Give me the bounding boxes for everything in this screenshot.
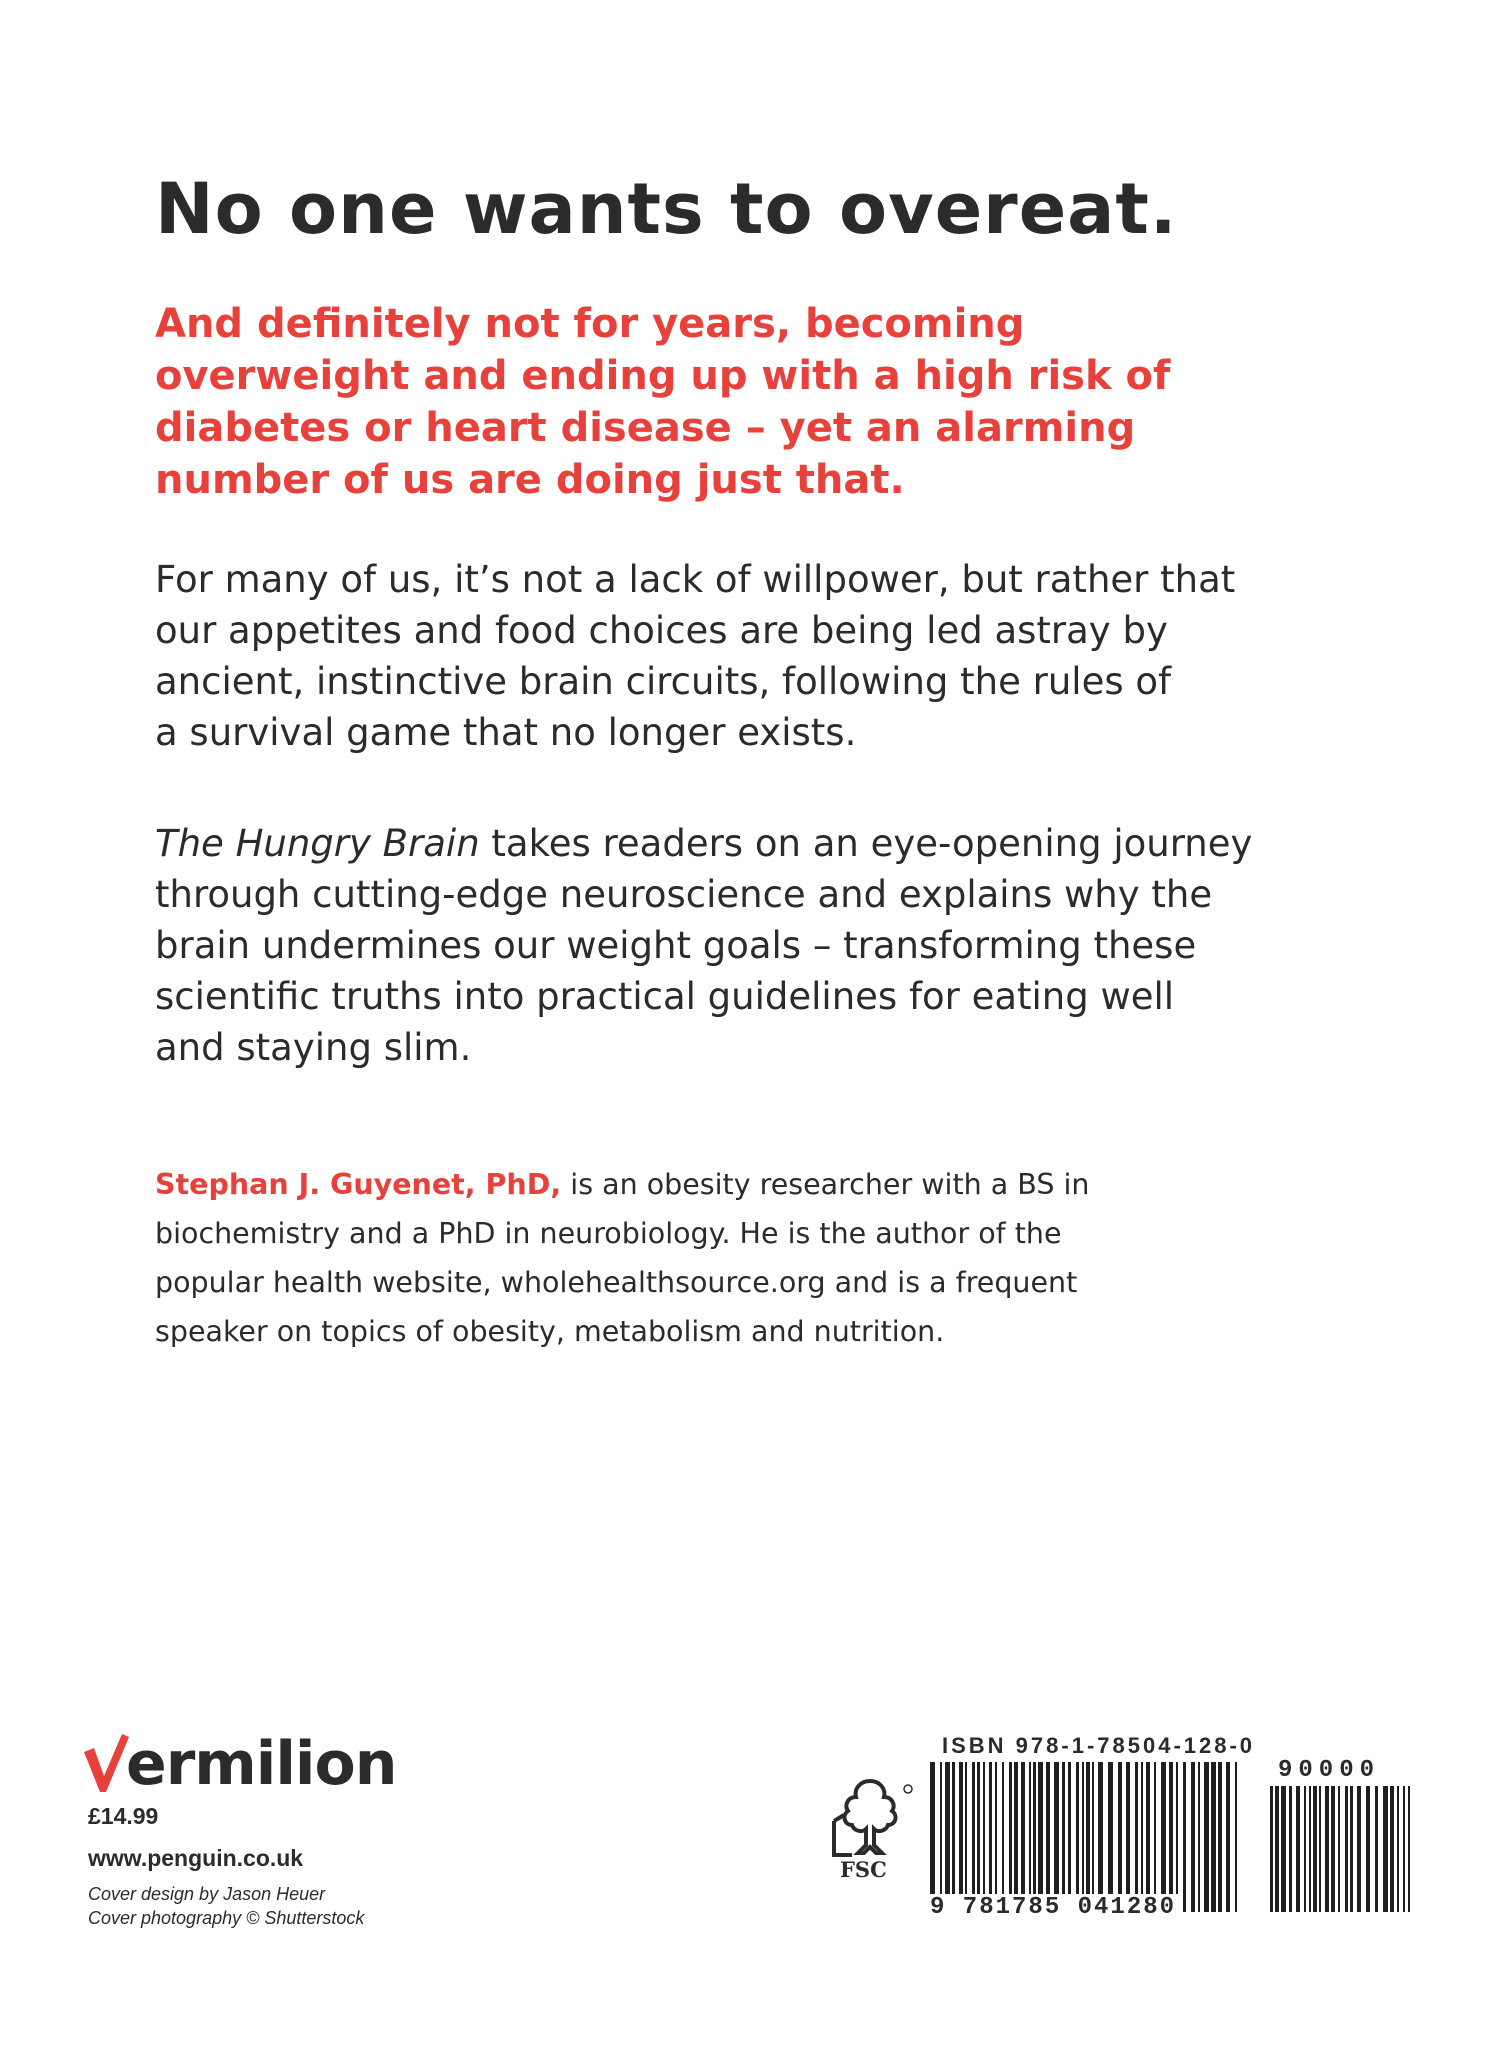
lead-paragraph — [155, 298, 1355, 506]
body-line: For many of us, it’s not a lack of willpower, but rather that — [155, 558, 1236, 601]
barcode-bar — [1226, 1762, 1230, 1912]
barcode-bar — [1408, 1786, 1410, 1912]
publisher-url: www.penguin.co.uk — [88, 1845, 304, 1871]
barcode-bar — [1296, 1786, 1300, 1912]
bio-line: biochemistry and a PhD in neurobiology. He is the author of the — [155, 1217, 1062, 1250]
isbn-label: ISBN 978-1-78504-128-0 — [942, 1733, 1256, 1758]
logo-text: ermilion — [126, 1729, 397, 1799]
body-line: scientific truths into practical guidelines for eating well — [155, 975, 1175, 1018]
barcode-bar — [1092, 1762, 1094, 1912]
barcode-bar — [1068, 1762, 1071, 1912]
barcode-bar — [1304, 1786, 1306, 1912]
body-line: a survival game that no longer exists. — [155, 711, 857, 754]
barcode-bar — [1403, 1786, 1405, 1912]
bio-line: speaker on topics of obesity, metabolism and nutrition. — [155, 1315, 945, 1348]
barcode-bar — [1046, 1762, 1050, 1912]
bio-line — [155, 1160, 1355, 1209]
barcode-bar — [952, 1762, 955, 1912]
ean-barcode — [930, 1762, 1242, 1912]
lead-line: diabetes or heart disease – yet an alarming — [155, 405, 1136, 451]
barcode-bar — [1002, 1762, 1004, 1912]
barcode-bar — [940, 1762, 942, 1912]
body-line: through cutting-edge neuroscience and explains why the — [155, 873, 1213, 916]
barcode-bar — [1338, 1786, 1340, 1912]
author-name: Stephan J. Guyenet, PhD, — [155, 1168, 562, 1201]
body-line-rest: takes readers on an eye-opening journey — [479, 822, 1253, 865]
body-line: our appetites and food choices are being led astray by — [155, 609, 1168, 652]
barcode-bar — [1198, 1762, 1200, 1912]
barcode-bar — [1345, 1786, 1348, 1912]
barcode-bar — [972, 1762, 975, 1912]
fsc-label: FSC — [840, 1857, 887, 1882]
barcode-bar — [1357, 1786, 1361, 1912]
barcode-bar — [1086, 1762, 1090, 1912]
barcode-bar — [1126, 1762, 1130, 1912]
addon-barcode — [1270, 1786, 1410, 1912]
barcode-bar — [1235, 1762, 1237, 1912]
barcode-bar — [1289, 1786, 1292, 1912]
barcode-bar — [1118, 1762, 1122, 1912]
barcode-bar — [1313, 1786, 1317, 1912]
body-line: brain undermines our weight goals – transforming these — [155, 924, 1197, 967]
body-paragraph-2 — [155, 818, 1375, 1073]
headline: No one wants to overeat. — [155, 168, 1178, 250]
barcode-bar — [1038, 1762, 1043, 1912]
barcode-bar — [995, 1762, 997, 1912]
cover-photo-credit: Cover photography © Shutterstock — [88, 1908, 365, 1928]
body-line: ancient, instinctive brain circuits, following the rules of — [155, 660, 1172, 703]
barcode-bar — [1146, 1762, 1150, 1912]
body-line — [155, 818, 1375, 869]
barcode-bar — [959, 1762, 963, 1912]
bio-line: popular health website, wholehealthsource.org and is a frequent — [155, 1266, 1078, 1299]
barcode-bar — [965, 1762, 967, 1912]
barcode-bar — [1029, 1762, 1031, 1912]
bio-line-rest: is an obesity researcher with a BS in — [561, 1168, 1090, 1201]
barcode-bar — [945, 1762, 950, 1912]
barcode-bar — [1021, 1762, 1025, 1912]
barcode-bar — [1325, 1786, 1329, 1912]
body-paragraph-1 — [155, 554, 1375, 758]
barcode-bar — [977, 1762, 980, 1912]
barcode-bar — [1141, 1762, 1143, 1912]
barcode-bar — [1383, 1786, 1388, 1912]
barcode-bar — [1098, 1762, 1103, 1912]
lead-line: And definitely not for years, becoming — [155, 301, 1025, 347]
barcode-bar — [1154, 1762, 1156, 1912]
barcode-bar — [1204, 1762, 1209, 1912]
barcode-bar — [983, 1762, 985, 1912]
barcode-bar — [1211, 1762, 1216, 1912]
barcode-bar — [1218, 1762, 1222, 1912]
body-line: and staying slim. — [155, 1026, 472, 1069]
red-checkmark-v-icon — [82, 1732, 130, 1794]
barcode-bar — [1062, 1762, 1065, 1912]
barcode-bar — [1161, 1762, 1166, 1912]
barcode-bar — [1076, 1762, 1079, 1912]
barcode-bar — [1191, 1762, 1195, 1912]
lead-line: overweight and ending up with a high risk of — [155, 353, 1171, 399]
barcode-bar — [1319, 1786, 1321, 1912]
barcode-bar — [1331, 1786, 1335, 1912]
barcode-bar — [1309, 1786, 1311, 1912]
barcode-bar — [1108, 1762, 1113, 1912]
barcode-bar — [1009, 1762, 1012, 1912]
barcode-bar — [1183, 1762, 1186, 1912]
barcode-bar — [989, 1762, 992, 1912]
barcode-bar — [1176, 1762, 1178, 1912]
lead-line: number of us are doing just that. — [155, 457, 905, 503]
barcode-bar — [1082, 1762, 1084, 1912]
barcode-bar — [1169, 1762, 1173, 1912]
barcode-addon-digits: 90000 — [1278, 1757, 1381, 1784]
barcode-bar — [1397, 1786, 1399, 1912]
barcode-bar — [1270, 1786, 1273, 1912]
price: £14.99 — [88, 1803, 159, 1829]
cover-design-credit: Cover design by Jason Heuer — [88, 1884, 326, 1904]
barcode-bar — [1350, 1786, 1353, 1912]
barcode-bar — [930, 1762, 935, 1912]
barcode-bar — [1014, 1762, 1018, 1912]
barcode-bar — [1375, 1786, 1378, 1912]
barcode-bar — [1275, 1786, 1279, 1912]
barcode-bar — [1366, 1786, 1370, 1912]
book-title: The Hungry Brain — [155, 822, 480, 865]
barcode-bar — [1390, 1786, 1394, 1912]
author-bio — [155, 1160, 1355, 1356]
barcode-digits: 9 781785 041280 — [930, 1894, 1177, 1921]
barcode-bar — [1281, 1786, 1286, 1912]
barcode-bar — [1135, 1762, 1138, 1912]
barcode-bar — [1033, 1762, 1036, 1912]
vermilion-logo — [82, 1722, 397, 1799]
barcode-bar — [1054, 1762, 1059, 1912]
